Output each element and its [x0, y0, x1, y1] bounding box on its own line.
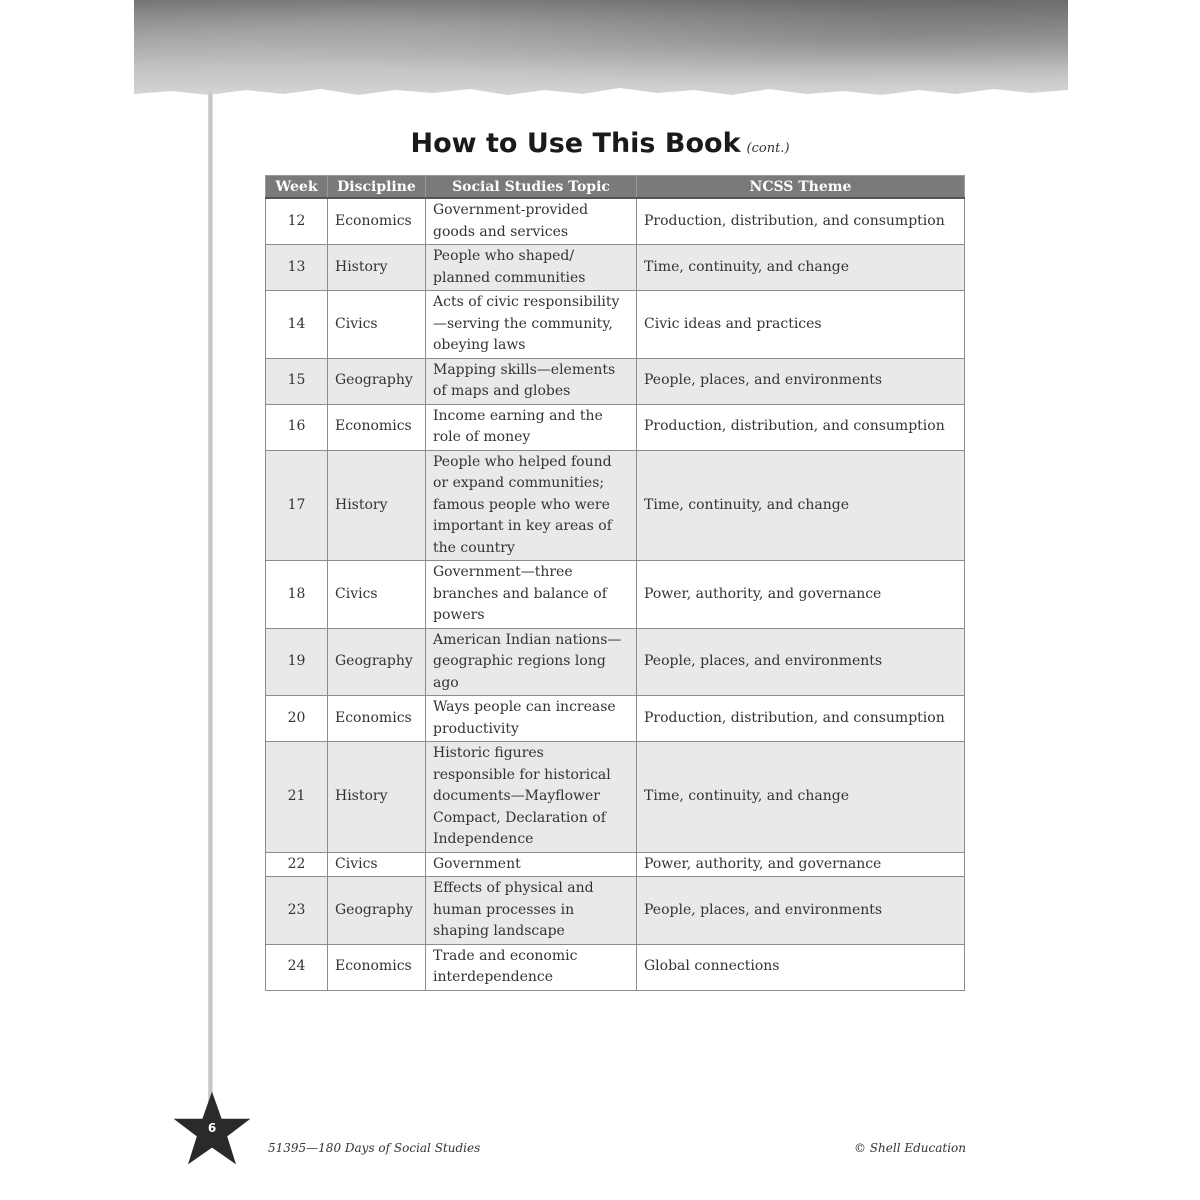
cell-theme: Power, authority, and governance: [637, 852, 965, 877]
cell-week: 21: [266, 742, 328, 853]
table-row: [266, 944, 965, 990]
cell-topic: Government—three branches and balance of powers: [426, 561, 637, 629]
header-topic: Social Studies Topic: [426, 176, 637, 199]
cell-week: 14: [266, 291, 328, 359]
cell-topic: Trade and economic interdependence: [426, 944, 637, 990]
cell-topic: People who helped found or expand communities; famous people who were important in key areas of the country: [426, 450, 637, 561]
cell-theme: Time, continuity, and change: [637, 742, 965, 853]
cell-theme: Time, continuity, and change: [637, 450, 965, 561]
table-row: [266, 404, 965, 450]
cell-topic: Government-provided goods and services: [426, 198, 637, 245]
table-row: [266, 742, 965, 853]
page-title-text: How to Use This Book: [410, 128, 741, 159]
cell-week: 22: [266, 852, 328, 877]
cell-week: 18: [266, 561, 328, 629]
cell-topic: American Indian nations—geographic regions long ago: [426, 628, 637, 696]
cell-week: 17: [266, 450, 328, 561]
cell-theme: Time, continuity, and change: [637, 245, 965, 291]
table-body: [266, 198, 965, 990]
cell-week: 15: [266, 358, 328, 404]
header-theme: NCSS Theme: [637, 176, 965, 199]
cell-week: 12: [266, 198, 328, 245]
cell-discipline: History: [328, 742, 426, 853]
cell-week: 23: [266, 877, 328, 945]
cell-week: 16: [266, 404, 328, 450]
cell-topic: Income earning and the role of money: [426, 404, 637, 450]
table-row: [266, 561, 965, 629]
header-week: Week: [266, 176, 328, 199]
table-row: [266, 198, 965, 245]
cell-discipline: Economics: [328, 944, 426, 990]
cell-theme: People, places, and environments: [637, 358, 965, 404]
page-spine-line: [208, 92, 213, 1102]
page-number: 6: [207, 1121, 217, 1135]
cell-discipline: Geography: [328, 628, 426, 696]
table-row: [266, 245, 965, 291]
cell-discipline: Economics: [328, 696, 426, 742]
weekly-topics-table: [265, 175, 965, 991]
table-row: [266, 450, 965, 561]
cell-discipline: Economics: [328, 198, 426, 245]
header-discipline: Discipline: [328, 176, 426, 199]
cell-discipline: Civics: [328, 852, 426, 877]
table-row: [266, 291, 965, 359]
table-row: [266, 358, 965, 404]
cell-discipline: Geography: [328, 877, 426, 945]
footer-publisher: © Shell Education: [853, 1141, 966, 1155]
cell-discipline: History: [328, 450, 426, 561]
table-header: [266, 176, 965, 199]
table-row: [266, 628, 965, 696]
cell-theme: Production, distribution, and consumption: [637, 404, 965, 450]
cell-discipline: History: [328, 245, 426, 291]
cell-week: 24: [266, 944, 328, 990]
cell-topic: Government: [426, 852, 637, 877]
cell-theme: People, places, and environments: [637, 877, 965, 945]
table-row: [266, 852, 965, 877]
cell-theme: Production, distribution, and consumption: [637, 198, 965, 245]
table-header-row: [266, 176, 965, 199]
cell-theme: Civic ideas and practices: [637, 291, 965, 359]
cell-topic: Mapping skills—elements of maps and globes: [426, 358, 637, 404]
page-title-note: (cont.): [746, 141, 790, 156]
cell-discipline: Economics: [328, 404, 426, 450]
cell-discipline: Civics: [328, 561, 426, 629]
footer-product-code: 51395—180 Days of Social Studies: [268, 1141, 481, 1155]
cell-discipline: Geography: [328, 358, 426, 404]
cell-topic: Acts of civic responsibility—serving the community, obeying laws: [426, 291, 637, 359]
page-title: [0, 128, 1200, 159]
cell-week: 19: [266, 628, 328, 696]
cell-topic: Historic figures responsible for historical documents—Mayflower Compact, Declaration of Independence: [426, 742, 637, 853]
cell-week: 20: [266, 696, 328, 742]
header-banner: [134, 0, 1068, 100]
cell-theme: Production, distribution, and consumption: [637, 696, 965, 742]
table-row: [266, 696, 965, 742]
cell-theme: Power, authority, and governance: [637, 561, 965, 629]
cell-topic: Ways people can increase productivity: [426, 696, 637, 742]
cell-theme: People, places, and environments: [637, 628, 965, 696]
cell-topic: Effects of physical and human processes in shaping landscape: [426, 877, 637, 945]
table-row: [266, 877, 965, 945]
cell-topic: People who shaped/ planned communities: [426, 245, 637, 291]
cell-discipline: Civics: [328, 291, 426, 359]
cell-theme: Global connections: [637, 944, 965, 990]
cell-week: 13: [266, 245, 328, 291]
